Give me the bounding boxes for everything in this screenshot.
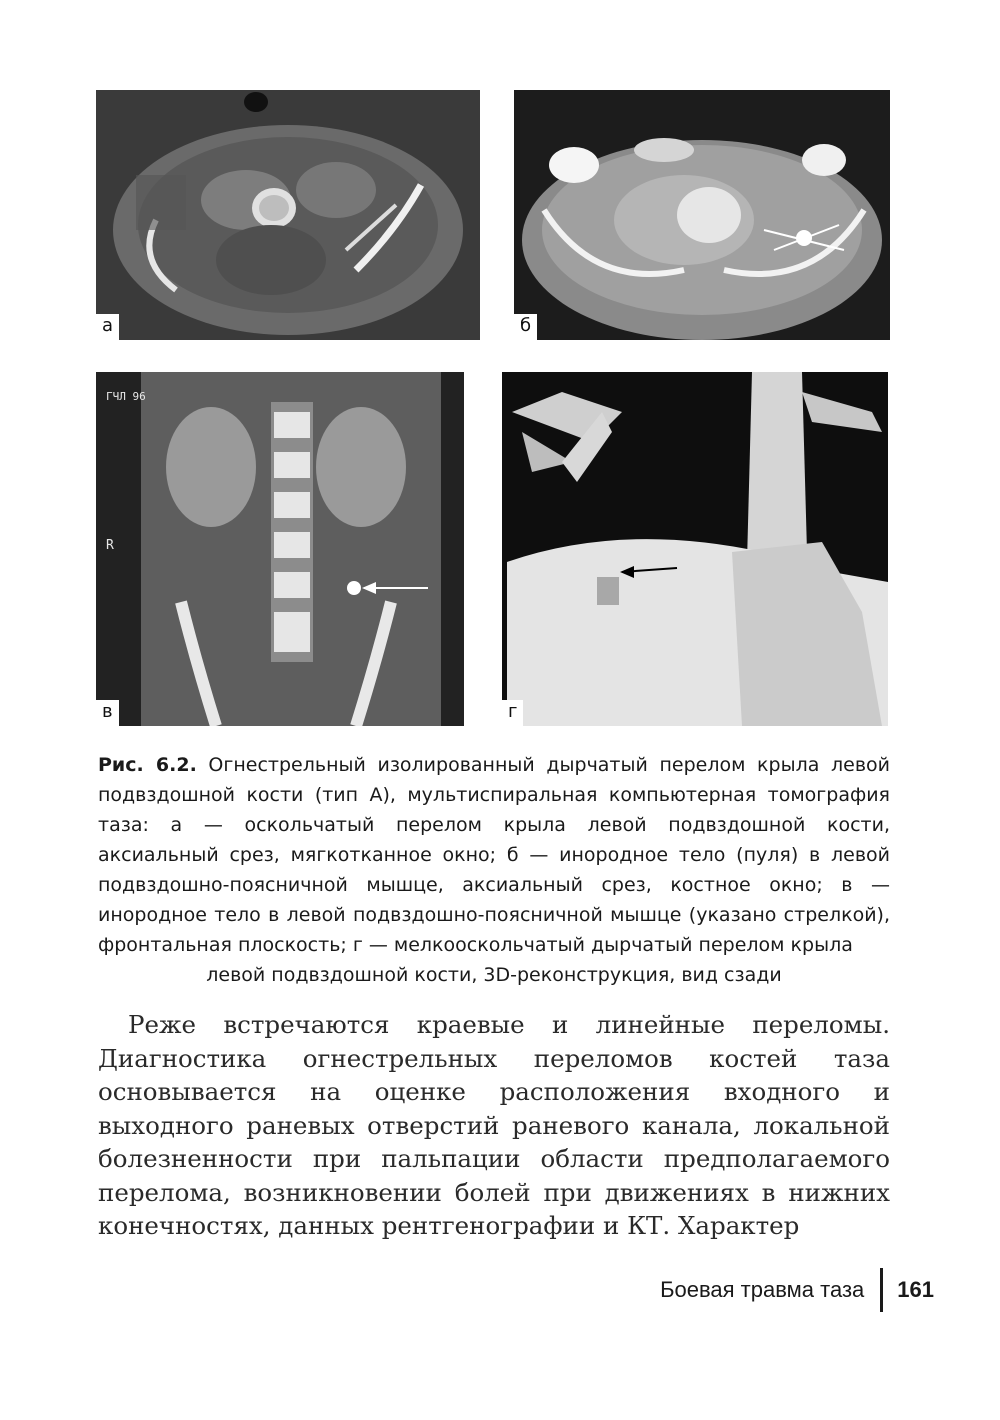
figure-caption	[98, 750, 890, 990]
body-paragraph	[98, 1008, 890, 1243]
body-paragraph-text: Реже встречаются краевые и линейные переломы. Диагностика огнестрельных переломов костей таза основывается на оценке расположения входного и выходного раневых отверстий раневого канала, локальной болезненности при пальпации области предполагаемого перелома, возникновении болей при движениях в нижних конечностях, данных рентгенографии и КТ. Характер	[98, 1010, 890, 1240]
caption-text: Огнестрельный изолированный дырчатый перелом крыла левой подвздошной кости (тип А), мультиспиральная компьютерная томография таза: а — оскольчатый перелом крыла левой подвздошной кости, аксиальный срез, мягкотканное окно; б — инородное тело (пуля) в левой подвздошно-поясничной мышце, аксиальный срез, костное окно; в — инородное тело в левой подвздошно-поясничной мышце (указано стрелкой), фронтальная плоскость; г — мелкооскольчатый дырчатый перелом крыла	[98, 754, 890, 956]
figure-panel-b	[514, 90, 890, 340]
figure-panel-a	[96, 90, 480, 340]
running-footer-title: Боевая травма таза	[660, 1277, 865, 1302]
caption-prefix: Рис. 6.2.	[98, 754, 197, 776]
figure-panel-d	[502, 372, 888, 726]
caption-last-line: левой подвздошной кости, 3D-реконструкция, вид сзади	[206, 964, 782, 986]
image-header-text: ГЧЛ 96	[106, 390, 146, 403]
image-side-marker: R	[106, 538, 114, 553]
ct-axial-soft-tissue-image	[96, 90, 480, 340]
panel-label-d: г	[502, 700, 523, 726]
ct-coronal-image	[96, 372, 464, 726]
page-footer	[660, 1268, 934, 1312]
panel-label-b: б	[514, 314, 537, 340]
panel-label-a: а	[96, 314, 119, 340]
panel-label-c: в	[96, 700, 119, 726]
page-number: 161	[897, 1277, 934, 1302]
3d-reconstruction-image	[502, 372, 888, 726]
ct-axial-bone-window-image	[514, 90, 890, 340]
figure-panel-c	[96, 372, 464, 726]
